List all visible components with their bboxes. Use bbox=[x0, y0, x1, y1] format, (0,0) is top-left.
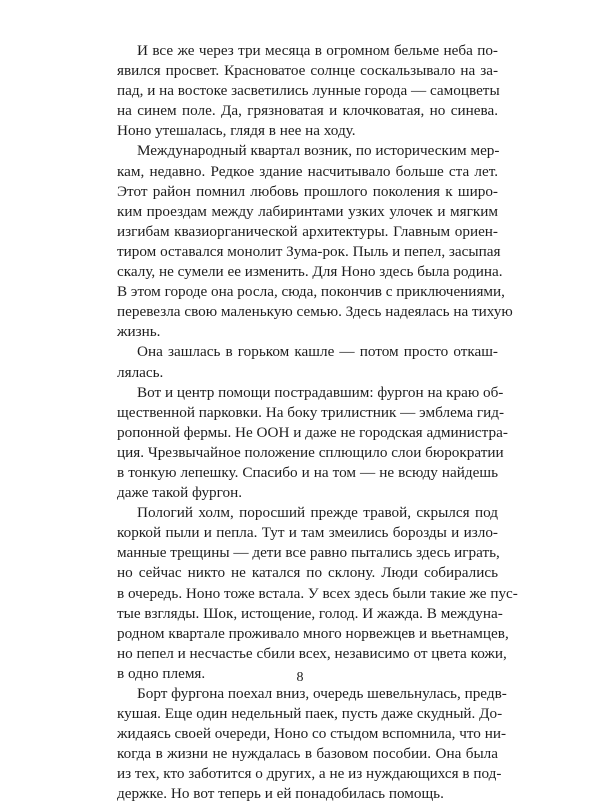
text-line: ким проездам между лабиринтами узких улочек и мягким bbox=[117, 202, 498, 220]
paragraph bbox=[117, 141, 513, 342]
paragraph bbox=[117, 342, 498, 382]
text-line: кушая. Еще один недельный паек, пусть даже скудный. До- bbox=[117, 705, 503, 723]
text-line: Международный квартал возник, по историческим мер- bbox=[137, 142, 500, 160]
text-line: Пологий холм, поросший прежде травой, скрылся под bbox=[137, 504, 498, 522]
text-line: перевезла свою маленькую семью. Здесь надеялась на тихую bbox=[117, 303, 513, 321]
text-line: изгибам квазиорганической архитектуры. Главным ориен- bbox=[117, 222, 498, 240]
text-line: скалу, не сумели ее изменить. Для Ноно здесь была родина. bbox=[117, 263, 503, 281]
text-line: манные трещины — дети все равно пытались здесь играть, bbox=[117, 544, 500, 562]
text-line: ция. Чрезвычайное положение сплющило слои бюрократии bbox=[117, 443, 504, 461]
text-line: даже такой фургон. bbox=[117, 484, 243, 502]
page-number: 8 bbox=[296, 670, 304, 685]
text-line: явился просвет. Красноватое солнце соскальзывало на за- bbox=[117, 62, 498, 80]
body-text bbox=[117, 41, 518, 805]
text-line: пад, и на востоке засветились лунные города — самоцветы bbox=[117, 82, 500, 100]
text-line: родном квартале проживало много норвежцев и вьетнамцев, bbox=[117, 624, 509, 642]
text-line: лялась. bbox=[117, 363, 164, 381]
paragraph bbox=[117, 684, 507, 805]
text-line: Вот и центр помощи пострадавшим: фургон на краю об- bbox=[137, 383, 504, 401]
text-line: Она зашлась в горьком кашле — потом просто откаш- bbox=[137, 343, 498, 361]
text-line: из тех, кто заботится о других, а не из нуждающихся в под- bbox=[117, 765, 502, 783]
text-line: И все же через три месяца в огромном бельме неба по- bbox=[137, 42, 498, 59]
text-line: тые взгляды. Шок, истощение, голод. И жажда. В междуна- bbox=[117, 604, 503, 622]
text-line: кам, недавно. Редкое здание насчитывало больше ста лет. bbox=[117, 162, 498, 180]
text-line: но пепел и несчастье сбили всех, независимо от цвета кожи, bbox=[117, 644, 507, 662]
text-line: держке. Но вот теперь и ей понадобилась помощь. bbox=[117, 785, 444, 803]
text-line: тиром оставался монолит Зума-рок. Пыль и пепел, засыпая bbox=[117, 242, 501, 260]
text-line: но сейчас никто не катался по склону. Люди собирались bbox=[117, 564, 498, 582]
text-line: жидаясь своей очереди, Ноно со стыдом вспомнила, что ни- bbox=[117, 725, 507, 743]
paragraph bbox=[117, 41, 498, 141]
text-line: В этом городе она росла, сюда, покончив с приключениями, bbox=[117, 283, 505, 301]
paragraph bbox=[117, 383, 508, 504]
text-line: в тонкую лепешку. Спасибо и на том — не всюду найдешь bbox=[117, 463, 498, 481]
text-line: Ноно утешалась, глядя в нее на ходу. bbox=[117, 122, 356, 140]
paragraph bbox=[117, 503, 518, 684]
text-line: Борт фургона поехал вниз, очередь шевельнулась, предв- bbox=[137, 685, 507, 702]
text-line: жизнь. bbox=[117, 323, 161, 341]
text-line: коркой пыли и пепла. Тут и там змеились борозды и изло- bbox=[117, 524, 498, 542]
text-line: на синем поле. Да, грязноватая и клочковатая, но синева. bbox=[117, 102, 498, 120]
text-line: в очередь. Ноно тоже встала. У всех здесь были такие же пус- bbox=[117, 584, 518, 602]
text-line: в одно племя. bbox=[117, 664, 206, 682]
text-line: Этот район помнил любовь прошлого поколения к широ- bbox=[117, 182, 498, 200]
text-line: ропонной фермы. Не ООН и даже не городская администра- bbox=[117, 423, 508, 441]
text-line: когда в жизни не нуждалась в базовом пособии. Она была bbox=[117, 745, 498, 763]
text-line: щественной парковки. На боку трилистник — эмблема гид- bbox=[117, 403, 504, 421]
